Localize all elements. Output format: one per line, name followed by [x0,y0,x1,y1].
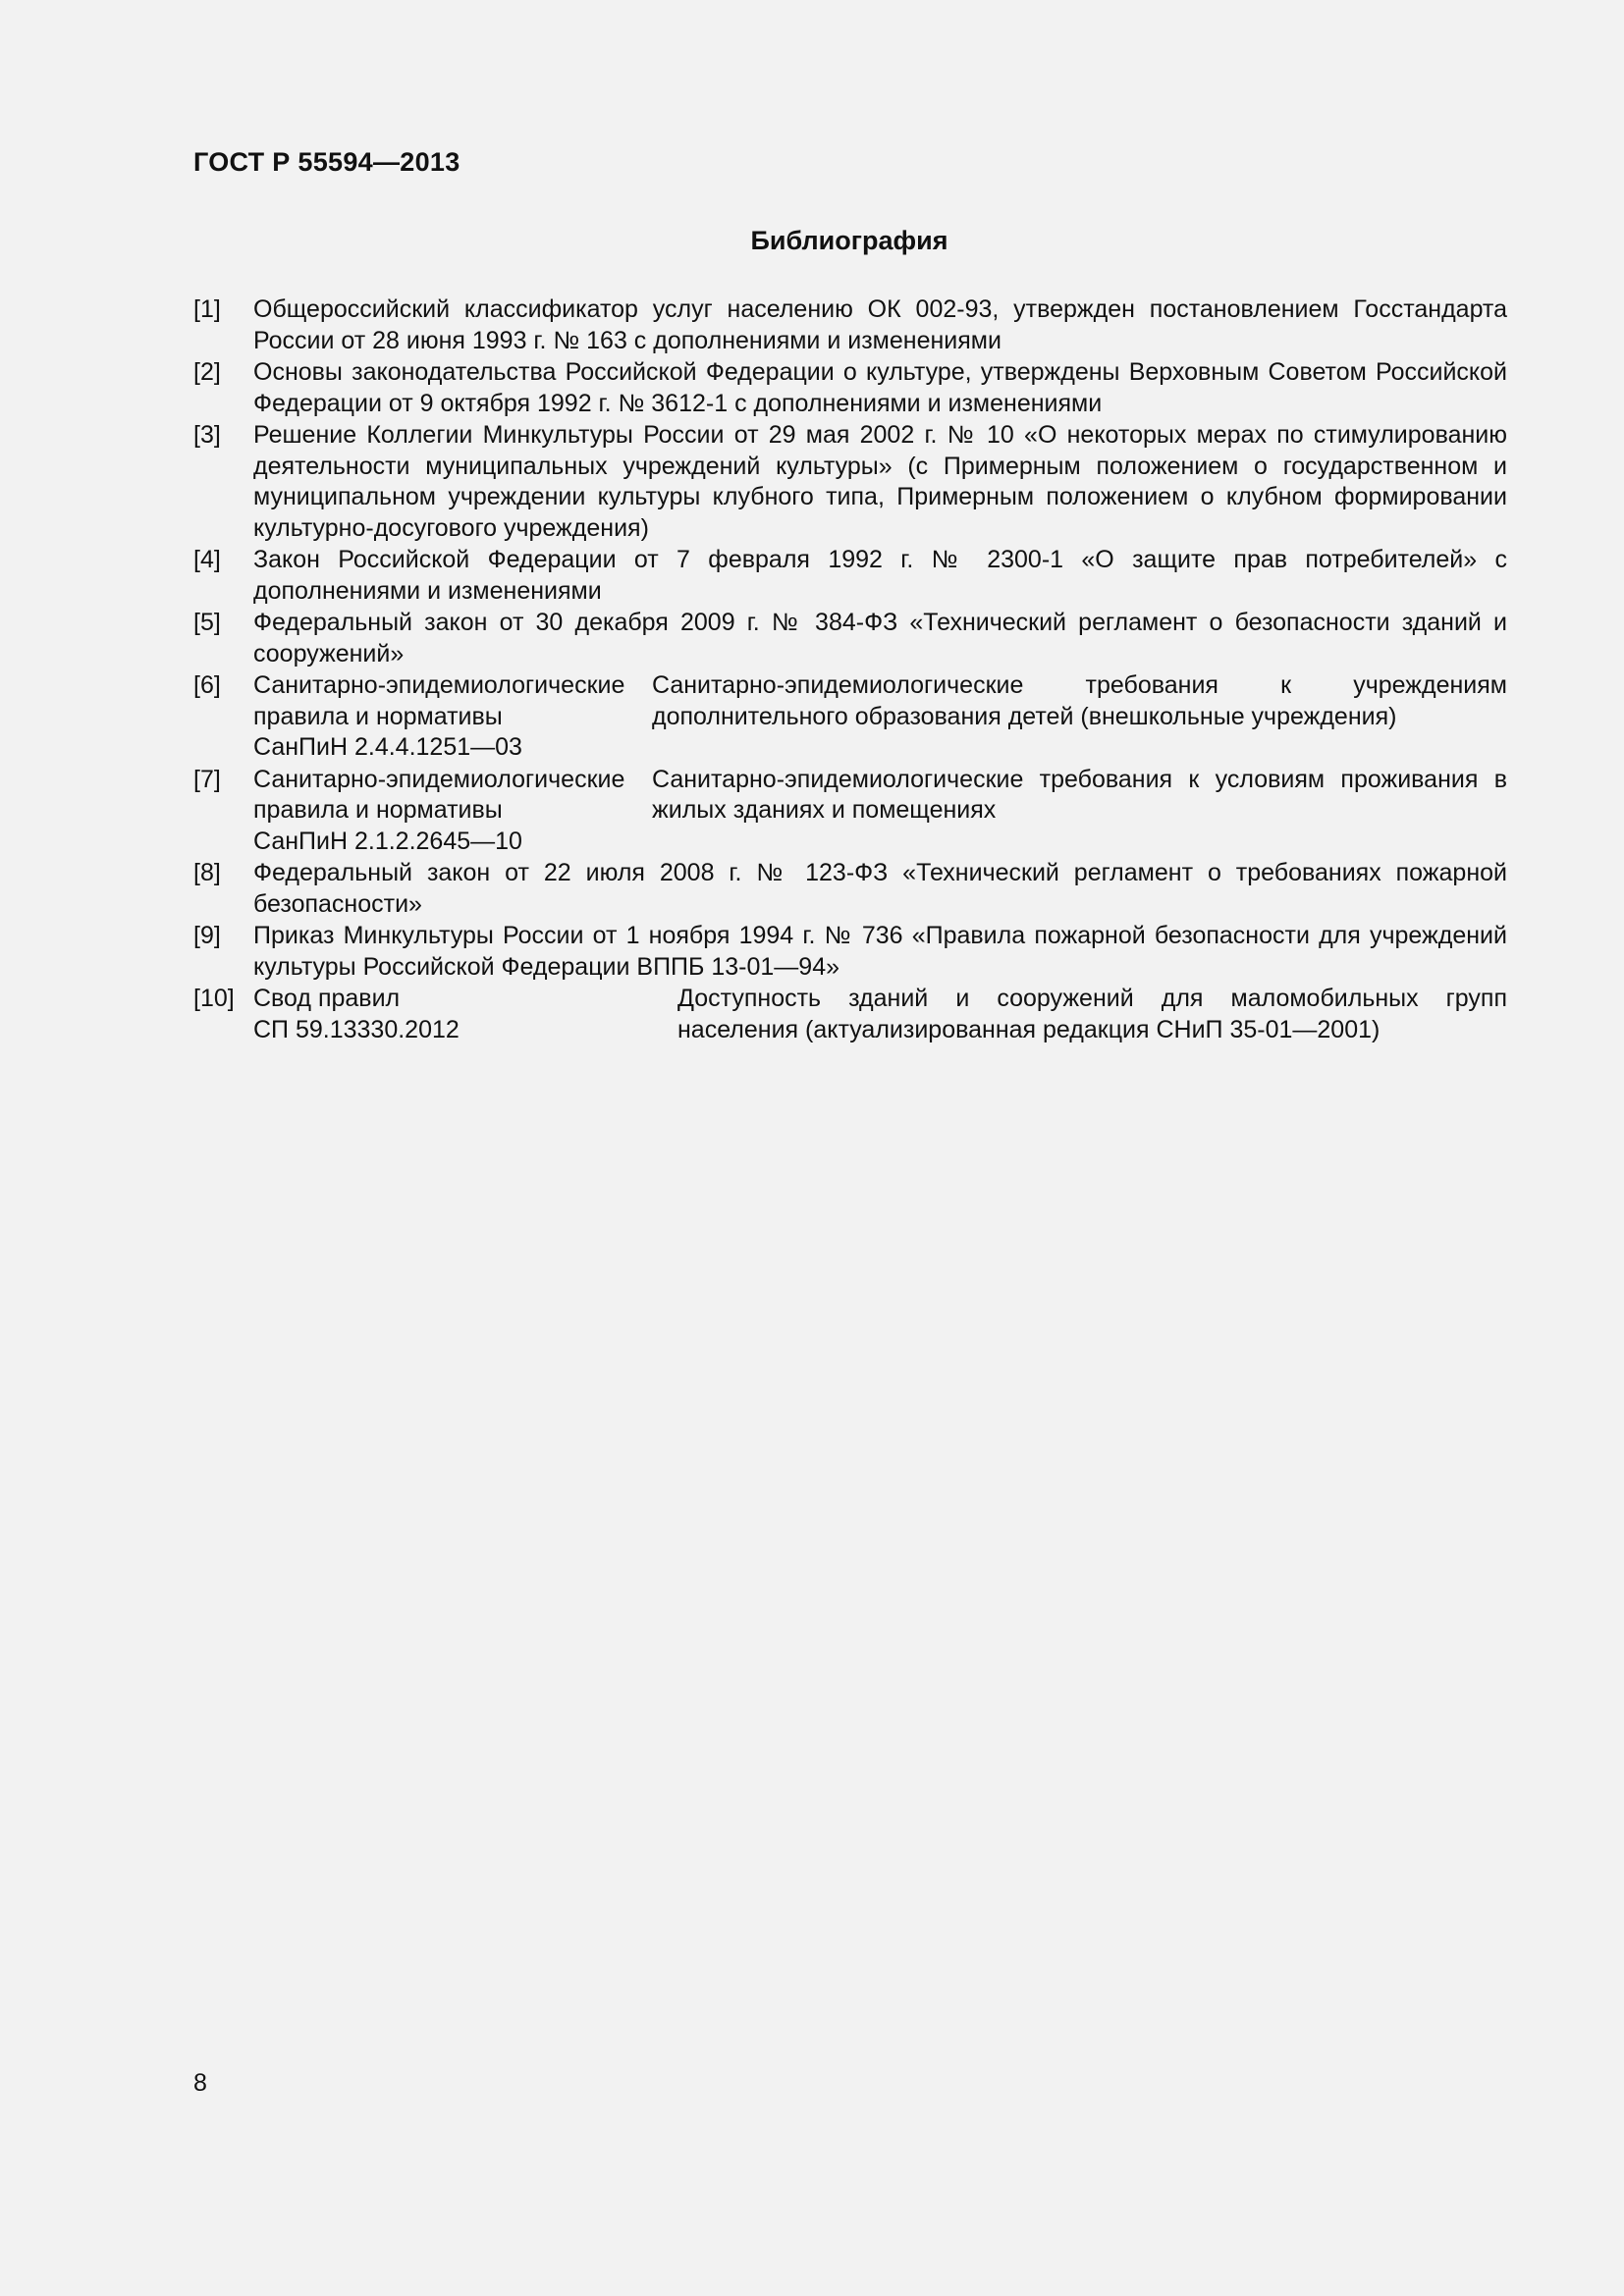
entry-text: Приказ Минкультуры России от 1 ноября 1994 г. № 736 «Правила пожарной безопасности для учреждений культуры Российской Федерации ВППБ 13-01—94» [253,922,1507,981]
entry-type-line: СанПиН 2.4.4.1251—03 [253,733,522,761]
entry-number: [10] [193,985,235,1012]
entry-number: [7] [193,765,221,793]
entry-type-line: правила и нормативы [253,702,503,730]
bibliography-entry-3 [193,420,1507,544]
bibliography-entry-6 [193,670,1507,764]
entry-document-title: Санитарно-эпидемиологические требования к условиям проживания в жилых зданиях и помещениях [652,765,1507,824]
entry-type-line: СП 59.13330.2012 [253,1015,460,1043]
entry-document-type [253,765,652,858]
entry-type-line: правила и нормативы [253,796,503,824]
bibliography-entry-2 [193,357,1507,419]
entry-type-line: Санитарно-эпидемиологические [253,765,625,793]
entry-number: [8] [193,859,221,886]
bibliography-list [193,294,1507,1046]
entry-document-type [253,670,652,764]
entry-number: [1] [193,295,221,323]
entry-document-title: Доступность зданий и сооружений для маломобильных групп населения (актуализированная редакция СНиП 35-01—2001) [677,985,1507,1043]
page-title: Библиография [750,226,948,255]
bibliography-entry-5 [193,608,1507,669]
entry-document-title: Санитарно-эпидемиологические требования к учреждениям дополнительного образования детей (внешкольные учреждения) [652,671,1507,730]
page-number: 8 [193,2069,207,2097]
entry-number: [3] [193,421,221,449]
entry-text: Решение Коллегии Минкультуры России от 29 мая 2002 г. № 10 «О некоторых мерах по стимулированию деятельности муниципальных учреждений культуры» (с Примерным положением о государственном и муниципальном учреждении культуры клубного типа, Примерным положением о клубном формировании культурно-досугового учреждения) [253,421,1507,542]
bibliography-entry-9 [193,921,1507,983]
entry-number: [2] [193,358,221,386]
bibliography-entry-10 [193,984,1507,1045]
entry-text: Основы законодательства Российской Федерации о культуре, утверждены Верховным Советом Российской Федерации от 9 октября 1992 г. № 3612-1 с дополнениями и изменениями [253,358,1507,417]
entry-number: [4] [193,546,221,573]
entry-body [253,670,1507,764]
entry-body [253,765,1507,858]
entry-text: Федеральный закон от 30 декабря 2009 г. № 384-ФЗ «Технический регламент о безопасности зданий и сооружений» [253,609,1507,667]
entry-type-line: Свод правил [253,985,401,1012]
document-code-header: ГОСТ Р 55594—2013 [193,147,460,177]
entry-text: Общероссийский классификатор услуг населению ОК 002-93, утвержден постановлением Госстандарта России от 28 июня 1993 г. № 163 с дополнениями и изменениями [253,295,1507,354]
entry-text: Федеральный закон от 22 июля 2008 г. № 123-ФЗ «Технический регламент о требованиях пожарной безопасности» [253,859,1507,918]
entry-type-line: СанПиН 2.1.2.2645—10 [253,827,522,855]
bibliography-entry-7 [193,765,1507,858]
entry-text: Закон Российской Федерации от 7 февраля 1992 г. № 2300-1 «О защите прав потребителей» с дополнениями и изменениями [253,546,1507,605]
entry-document-type [253,984,677,1045]
bibliography-entry-1 [193,294,1507,356]
bibliography-entry-4 [193,545,1507,607]
entry-body [253,984,1507,1045]
entry-type-line: Санитарно-эпидемиологические [253,671,625,699]
bibliography-entry-8 [193,858,1507,920]
entry-number: [9] [193,922,221,949]
entry-number: [6] [193,671,221,699]
entry-number: [5] [193,609,221,636]
